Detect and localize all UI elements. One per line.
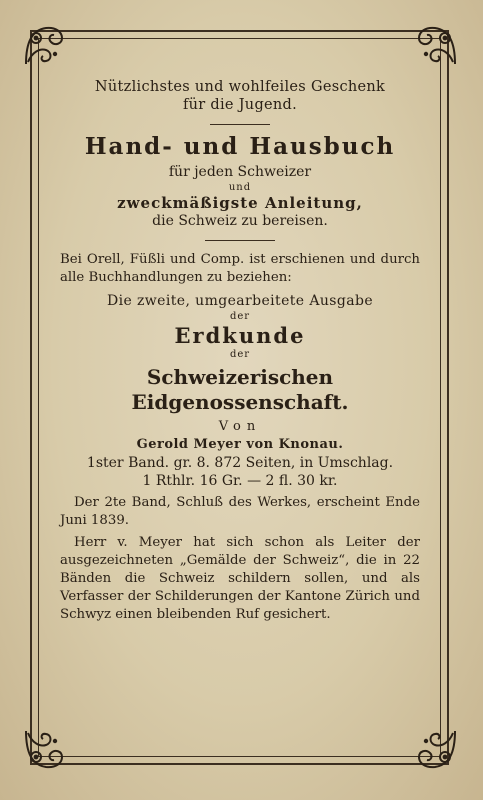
article-der: der bbox=[229, 310, 251, 322]
author-reputation-paragraph: Herr v. Meyer hat sich schon als Leiter der ausgezeichneten „Gemälde der Schweiz“, die in 22 Bänden die Schweiz schildern sollen, und als Verfasser der Schilderungen der Kantone Zürich und Schwyz einen bleibenden Ruf gesichert. bbox=[60, 535, 420, 622]
conjunction: und bbox=[228, 181, 252, 193]
price-line: 1 Rthlr. 16 Gr. — 2 fl. 30 kr. bbox=[142, 472, 338, 489]
work-title: Erdkunde bbox=[174, 323, 306, 349]
work-subtitle: Schweizerischen Eidgenossenschaft. bbox=[131, 364, 349, 414]
book-title: Hand- und Hausbuch bbox=[84, 133, 396, 161]
volume-details: 1ster Band. gr. 8. 872 Seiten, in Umschlag. bbox=[86, 455, 394, 472]
corner-ornament-icon bbox=[22, 727, 68, 773]
article-der: der bbox=[229, 349, 251, 361]
second-volume-paragraph: Der 2te Band, Schluß des Werkes, erscheint Ende Juni 1839. bbox=[60, 495, 420, 529]
gift-line: Nützlichstes und wohlfeiles Geschenk bbox=[94, 79, 386, 95]
subtitle-bold: zweckmäßigste Anleitung, bbox=[117, 194, 363, 212]
gift-line: für die Jugend. bbox=[182, 97, 298, 114]
edition-line: Die zweite, umgearbeitete Ausgabe bbox=[106, 293, 373, 310]
subtitle-line: für jeden Schweizer bbox=[168, 164, 312, 180]
corner-ornament-icon bbox=[22, 22, 68, 68]
by-line: Von bbox=[218, 418, 262, 434]
divider bbox=[205, 240, 275, 241]
corner-ornament-icon bbox=[413, 22, 459, 68]
author-name: Gerold Meyer von Knonau. bbox=[136, 437, 344, 453]
corner-ornament-icon bbox=[413, 727, 459, 773]
advertisement-text bbox=[60, 78, 420, 624]
publisher-paragraph: Bei Orell, Füßli und Comp. ist erschienen und durch alle Buchhandlungen zu beziehen: bbox=[60, 252, 420, 286]
divider bbox=[210, 124, 270, 125]
subtitle-line: die Schweiz zu bereisen. bbox=[152, 212, 328, 229]
